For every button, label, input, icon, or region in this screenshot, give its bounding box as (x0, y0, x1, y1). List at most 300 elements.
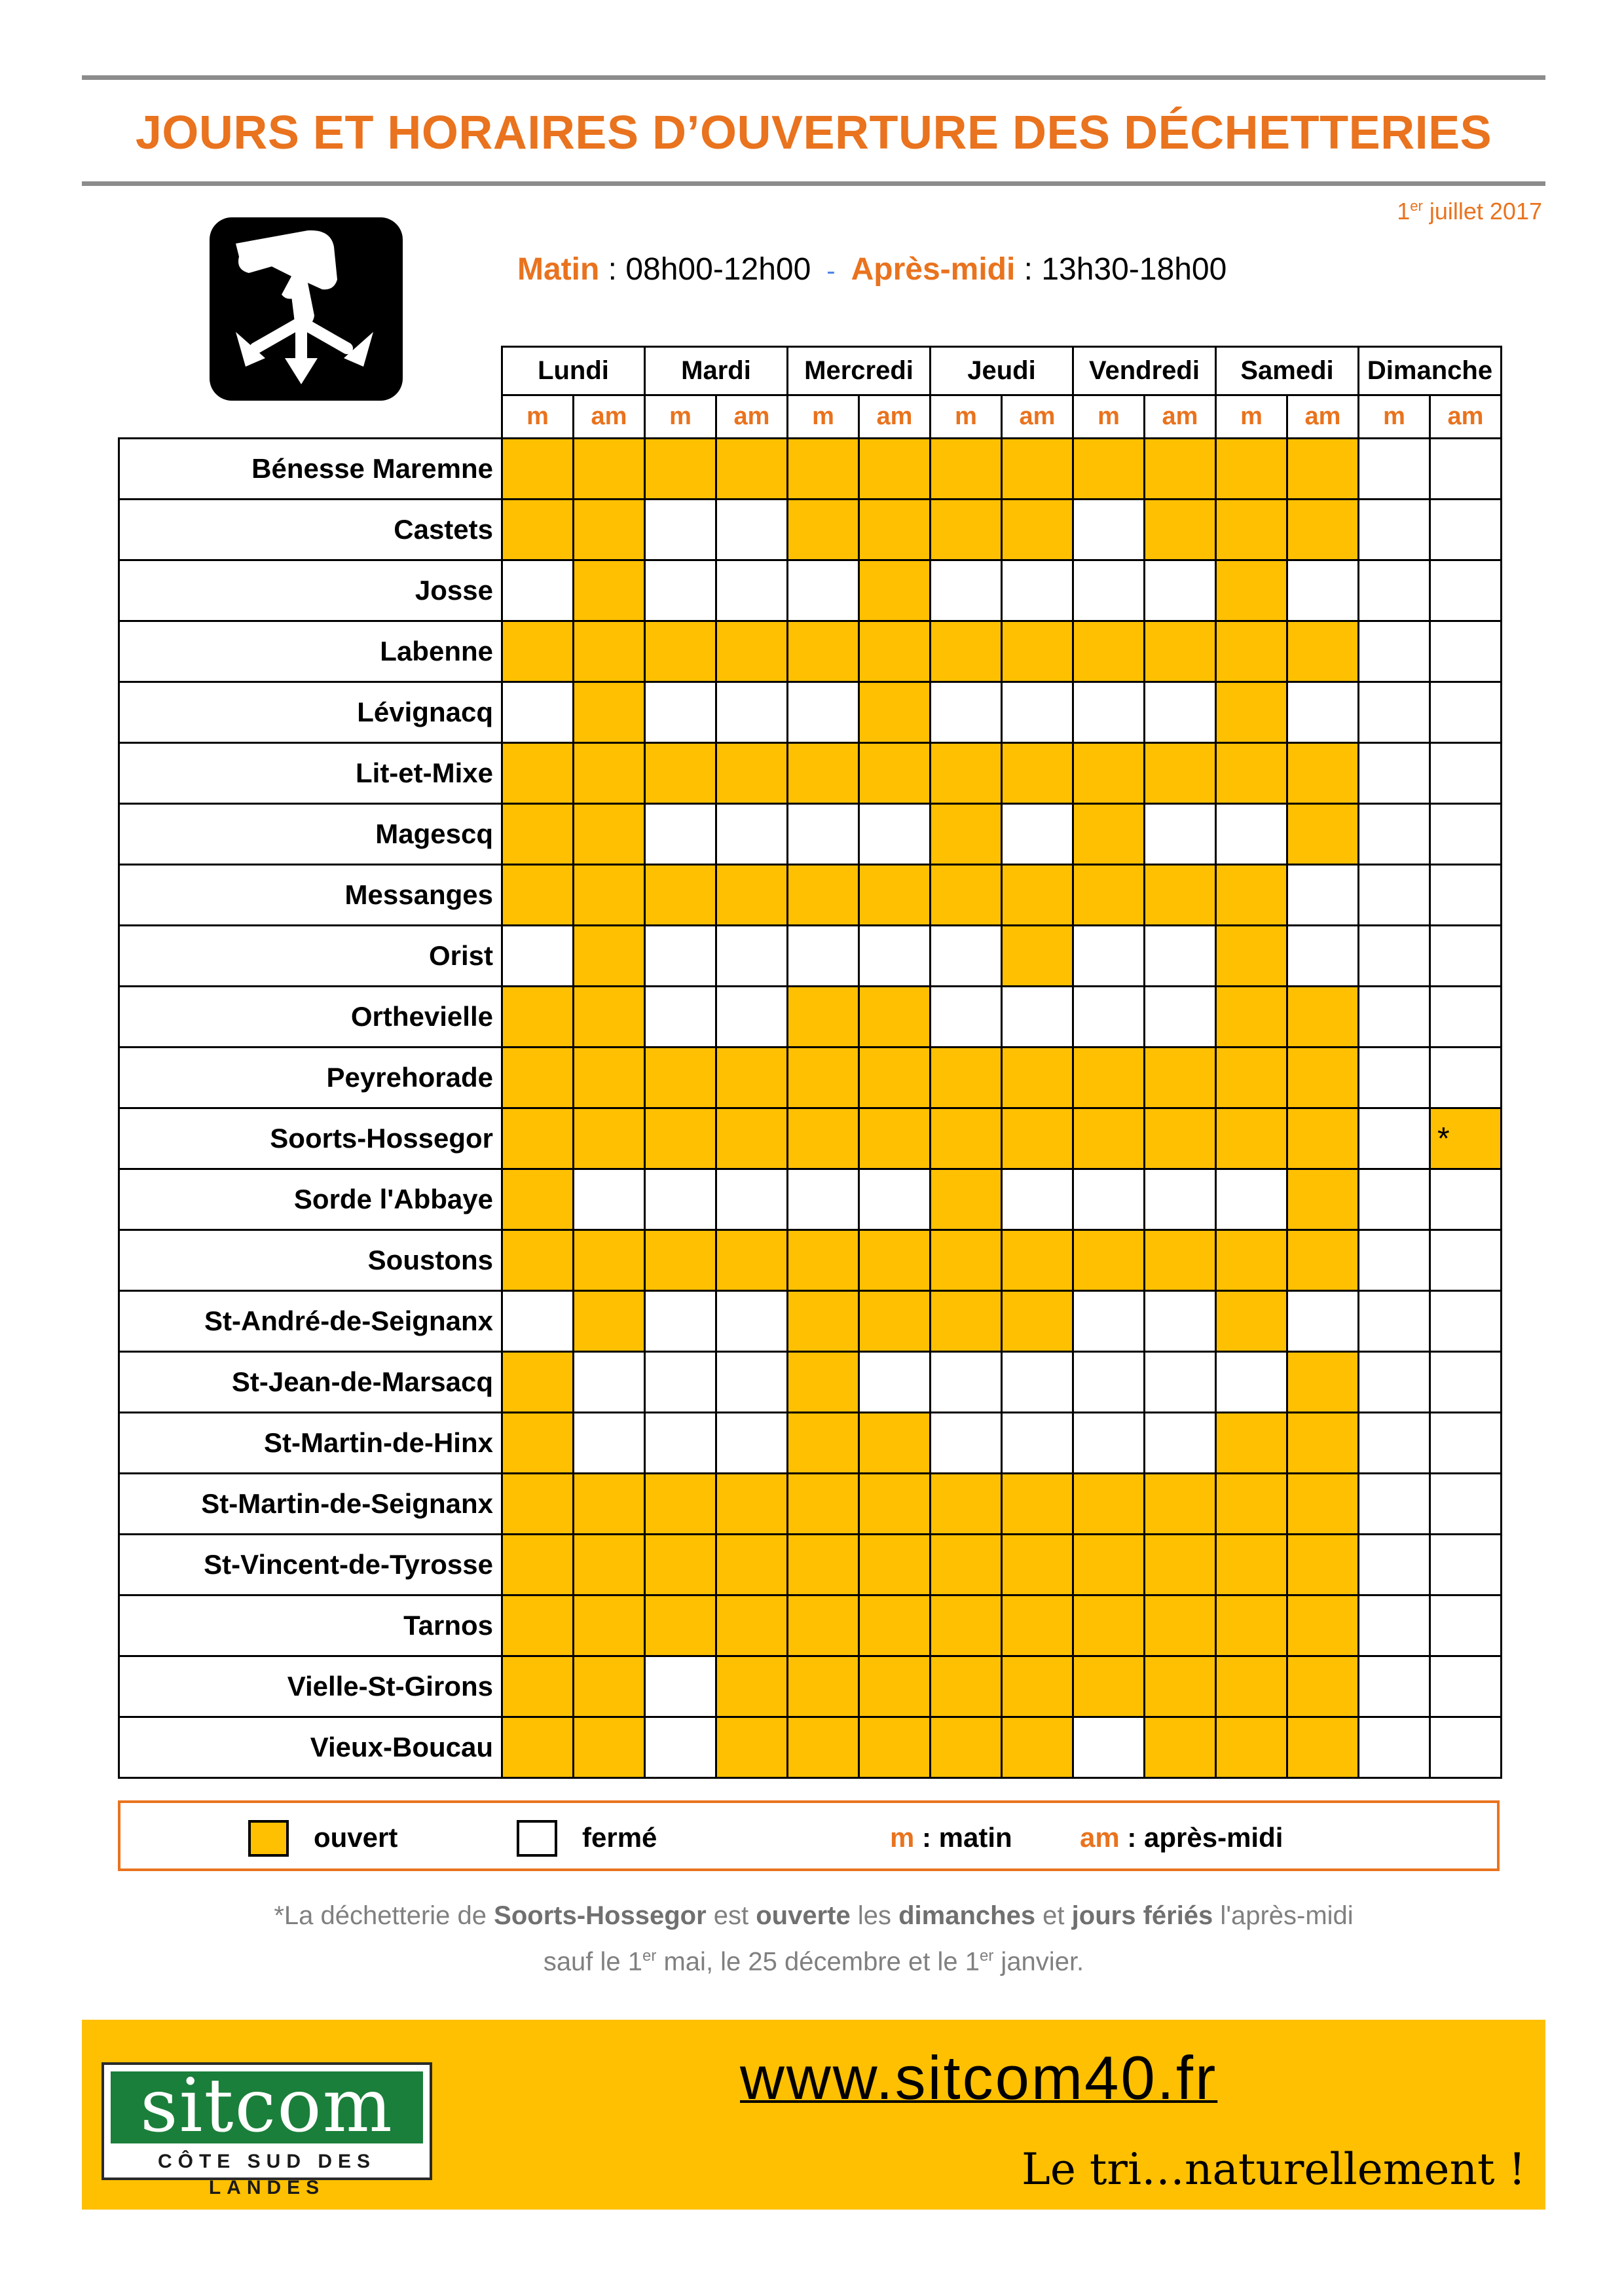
afternoon-hours: : 13h30-18h00 (1015, 252, 1227, 287)
slot-closed (716, 500, 788, 560)
slot-open (859, 1717, 931, 1778)
day-header: Mercredi (788, 347, 931, 395)
slot-open (1002, 865, 1073, 926)
slot-closed (1287, 1291, 1359, 1352)
slot-open (931, 1595, 1002, 1656)
town-name: Labenne (119, 621, 502, 682)
table-row (119, 1595, 1502, 1656)
slot-closed (574, 1169, 645, 1230)
slot-open (716, 1595, 788, 1656)
slot-closed (788, 926, 859, 987)
slot-closed (1145, 1291, 1216, 1352)
slot-open (716, 1474, 788, 1535)
slot-closed (1359, 682, 1430, 743)
table-row (119, 439, 1502, 500)
slot-open (931, 1474, 1002, 1535)
slot-open (716, 1717, 788, 1778)
table-row (119, 1474, 1502, 1535)
slot-open (1145, 865, 1216, 926)
slot-open (859, 865, 931, 926)
slot-open (1073, 865, 1145, 926)
slot-open (1002, 1535, 1073, 1595)
day-header: Lundi (502, 347, 645, 395)
slot-closed (1359, 621, 1430, 682)
slot-closed (1287, 926, 1359, 987)
slot-closed (645, 804, 716, 865)
town-name: Josse (119, 560, 502, 621)
slot-open (574, 743, 645, 804)
slot-open (574, 1535, 645, 1595)
slot-closed (1430, 804, 1502, 865)
slot-open (1073, 743, 1145, 804)
slot-header-afternoon: am (1145, 395, 1216, 439)
slot-open (931, 804, 1002, 865)
slot-open (502, 500, 574, 560)
slot-open (1145, 1535, 1216, 1595)
footnote-line-2: sauf le 1er mai, le 25 décembre et le 1er janvier. (543, 1947, 1084, 1977)
slot-closed (1359, 1656, 1430, 1717)
footnote-line-1: *La déchetterie de Soorts-Hossegor est ouverte les dimanches et jours fériés l'après-midi (274, 1901, 1354, 1930)
website-link[interactable]: www.sitcom40.fr (740, 2043, 1218, 2112)
slot-open (1430, 1108, 1502, 1169)
slot-open (1073, 439, 1145, 500)
slot-open (788, 743, 859, 804)
slot-open (1002, 926, 1073, 987)
town-name: St-Martin-de-Seignanx (119, 1474, 502, 1535)
page-title: JOURS ET HORAIRES D’OUVERTURE DES DÉCHETTERIES (135, 107, 1492, 159)
slot-open (1145, 1108, 1216, 1169)
town-name: Magescq (119, 804, 502, 865)
slot-closed (1073, 1291, 1145, 1352)
slot-header-row (119, 395, 1502, 439)
slot-open (645, 1595, 716, 1656)
slot-open (1287, 804, 1359, 865)
slot-open (788, 1656, 859, 1717)
slot-closed (1430, 926, 1502, 987)
slot-open (1145, 1474, 1216, 1535)
slot-open (645, 743, 716, 804)
slot-open (931, 1291, 1002, 1352)
slot-closed (1430, 987, 1502, 1048)
slot-closed (1002, 682, 1073, 743)
slot-open (1216, 1048, 1287, 1108)
slot-closed (1359, 1352, 1430, 1413)
slot-closed (502, 560, 574, 621)
slot-open (1287, 1595, 1359, 1656)
slot-open (645, 1474, 716, 1535)
slot-open (716, 1535, 788, 1595)
day-header: Samedi (1216, 347, 1359, 395)
slot-open (574, 987, 645, 1048)
slot-closed (1359, 1535, 1430, 1595)
town-name: Tarnos (119, 1595, 502, 1656)
slot-open (1216, 560, 1287, 621)
slot-open (931, 1230, 1002, 1291)
legend (118, 1800, 1500, 1871)
slot-header-afternoon: am (1002, 395, 1073, 439)
slot-open (931, 1656, 1002, 1717)
slot-header-afternoon: am (859, 395, 931, 439)
table-row (119, 560, 1502, 621)
slot-open (1073, 1656, 1145, 1717)
slot-open (859, 743, 931, 804)
slot-closed (1002, 987, 1073, 1048)
slot-header-afternoon: am (1287, 395, 1359, 439)
slot-open (1216, 1717, 1287, 1778)
slot-open (788, 1352, 859, 1413)
legend-open-swatch (248, 1820, 289, 1857)
slot-open (574, 1230, 645, 1291)
day-header: Vendredi (1073, 347, 1216, 395)
table-row (119, 500, 1502, 560)
slot-open (788, 439, 859, 500)
slot-open (1145, 439, 1216, 500)
slot-open (931, 1108, 1002, 1169)
header-blank (119, 395, 502, 439)
slot-closed (1287, 560, 1359, 621)
slot-open (1002, 1230, 1073, 1291)
table-row (119, 1535, 1502, 1595)
slot-closed (1359, 1048, 1430, 1108)
slot-open (1287, 1717, 1359, 1778)
slot-closed (788, 682, 859, 743)
legend-closed-swatch (517, 1820, 557, 1857)
slot-closed (788, 804, 859, 865)
slot-open (1002, 1108, 1073, 1169)
slot-open (1216, 439, 1287, 500)
opening-hours-line (517, 250, 1227, 289)
hours-separator: - (826, 257, 836, 285)
slot-closed (1359, 1230, 1430, 1291)
slot-closed (645, 560, 716, 621)
slot-closed (1430, 500, 1502, 560)
slot-open (859, 1474, 931, 1535)
slot-open (859, 500, 931, 560)
morning-hours: : 08h00-12h00 (599, 252, 811, 287)
slot-open (502, 987, 574, 1048)
town-name: Messanges (119, 865, 502, 926)
table-row (119, 926, 1502, 987)
footnote (82, 1895, 1545, 1982)
slot-open (645, 621, 716, 682)
slot-open (502, 621, 574, 682)
slot-closed (931, 926, 1002, 987)
slot-closed (1073, 1717, 1145, 1778)
slot-open (788, 1413, 859, 1474)
slot-open (1216, 1108, 1287, 1169)
slot-open (574, 804, 645, 865)
slot-open (1287, 439, 1359, 500)
slot-closed (716, 1169, 788, 1230)
slot-closed (716, 682, 788, 743)
town-name: Vieux-Boucau (119, 1717, 502, 1778)
slot-open (1145, 1230, 1216, 1291)
slot-open (859, 987, 931, 1048)
slot-closed (1359, 1291, 1430, 1352)
slot-open (716, 1230, 788, 1291)
slot-header-morning: m (1216, 395, 1287, 439)
slot-closed (574, 1352, 645, 1413)
slot-open (1287, 1535, 1359, 1595)
slot-closed (859, 804, 931, 865)
slot-header-afternoon: am (1430, 395, 1502, 439)
slot-open (574, 1108, 645, 1169)
slot-closed (716, 1352, 788, 1413)
slot-open (788, 1230, 859, 1291)
slot-open (1002, 500, 1073, 560)
slot-header-morning: m (788, 395, 859, 439)
slot-closed (1359, 500, 1430, 560)
slot-open (1216, 1413, 1287, 1474)
table-row (119, 1352, 1502, 1413)
slot-header-morning: m (931, 395, 1002, 439)
slot-closed (1430, 439, 1502, 500)
slot-open (1002, 1595, 1073, 1656)
slot-closed (1145, 926, 1216, 987)
slot-open (931, 439, 1002, 500)
town-name: Bénesse Maremne (119, 439, 502, 500)
slot-closed (1430, 621, 1502, 682)
slot-closed (1359, 804, 1430, 865)
slot-open (859, 1230, 931, 1291)
slot-closed (1359, 439, 1430, 500)
slot-closed (931, 560, 1002, 621)
slot-closed (931, 987, 1002, 1048)
town-name: Orist (119, 926, 502, 987)
morning-label: Matin (517, 252, 600, 287)
slot-closed (1216, 1352, 1287, 1413)
slot-closed (859, 1352, 931, 1413)
slot-open (502, 1413, 574, 1474)
slot-open (716, 1108, 788, 1169)
slot-open (502, 1108, 574, 1169)
top-rule (82, 75, 1545, 80)
town-name: Castets (119, 500, 502, 560)
slot-closed (1430, 1048, 1502, 1108)
slot-closed (1216, 1169, 1287, 1230)
slot-open (1073, 1048, 1145, 1108)
slot-closed (1073, 1413, 1145, 1474)
slot-open (788, 1474, 859, 1535)
slot-open (1216, 500, 1287, 560)
slot-closed (1430, 560, 1502, 621)
slot-open (859, 1291, 931, 1352)
slot-open (502, 743, 574, 804)
table-row (119, 1413, 1502, 1474)
slot-open (502, 1656, 574, 1717)
sitcom-logo (101, 2062, 432, 2198)
slot-header-morning: m (1073, 395, 1145, 439)
slot-open (1002, 1291, 1073, 1352)
town-name: Lévignacq (119, 682, 502, 743)
slot-open (1216, 743, 1287, 804)
slot-open (1073, 1230, 1145, 1291)
slot-open (859, 1413, 931, 1474)
slot-open (1287, 1474, 1359, 1535)
slot-open (502, 865, 574, 926)
slot-open (502, 1535, 574, 1595)
slot-open (1287, 500, 1359, 560)
slot-closed (1430, 1535, 1502, 1595)
slot-open (788, 1291, 859, 1352)
slot-open (1287, 1108, 1359, 1169)
slot-open (1216, 865, 1287, 926)
slot-closed (1430, 743, 1502, 804)
slot-open (1002, 621, 1073, 682)
slot-open (574, 1474, 645, 1535)
slot-closed (716, 926, 788, 987)
slot-open (859, 560, 931, 621)
slot-open (788, 1048, 859, 1108)
slot-closed (716, 804, 788, 865)
town-name: St-Vincent-de-Tyrosse (119, 1535, 502, 1595)
slot-closed (1073, 560, 1145, 621)
slot-closed (1145, 1413, 1216, 1474)
slot-open (1216, 682, 1287, 743)
town-name: Lit-et-Mixe (119, 743, 502, 804)
table-row (119, 1048, 1502, 1108)
slot-open (1073, 1595, 1145, 1656)
slot-closed (931, 1413, 1002, 1474)
town-name: Orthevielle (119, 987, 502, 1048)
slot-closed (1145, 560, 1216, 621)
slot-closed (859, 926, 931, 987)
slot-open (1216, 987, 1287, 1048)
slot-open (1002, 439, 1073, 500)
table-row (119, 1656, 1502, 1717)
slot-open (1216, 1595, 1287, 1656)
slot-closed (1359, 1169, 1430, 1230)
slot-open (502, 1717, 574, 1778)
slot-open (1216, 1230, 1287, 1291)
town-name: Soorts-Hossegor (119, 1108, 502, 1169)
slot-closed (1359, 1413, 1430, 1474)
slot-closed (1145, 804, 1216, 865)
slot-open (1145, 1656, 1216, 1717)
slot-open (574, 621, 645, 682)
slot-closed (574, 1413, 645, 1474)
day-header: Dimanche (1359, 347, 1502, 395)
slot-closed (1145, 1169, 1216, 1230)
footer-banner (82, 2020, 1545, 2210)
slot-open (1216, 1535, 1287, 1595)
slot-open (788, 865, 859, 926)
slogan: Le tri…naturellement ! (1022, 2144, 1526, 2195)
slot-open (788, 987, 859, 1048)
slot-closed (645, 1413, 716, 1474)
slot-open (1145, 743, 1216, 804)
slot-closed (1073, 1352, 1145, 1413)
slot-closed (645, 1169, 716, 1230)
publication-date: 1er juillet 2017 (1397, 198, 1542, 225)
slot-open (574, 1717, 645, 1778)
slot-open (1073, 621, 1145, 682)
slot-open (859, 1108, 931, 1169)
slot-open (716, 439, 788, 500)
slot-closed (1145, 987, 1216, 1048)
slot-open (1216, 926, 1287, 987)
slot-open (1073, 1535, 1145, 1595)
slot-open (931, 500, 1002, 560)
slot-open (1287, 1048, 1359, 1108)
slot-closed (716, 560, 788, 621)
slot-open (1216, 1474, 1287, 1535)
slot-open (645, 865, 716, 926)
slot-open (1287, 1656, 1359, 1717)
town-name: Vielle-St-Girons (119, 1656, 502, 1717)
slot-closed (1287, 682, 1359, 743)
slot-closed (1359, 743, 1430, 804)
slot-open (1002, 1656, 1073, 1717)
table-row (119, 621, 1502, 682)
slot-closed (1430, 1230, 1502, 1291)
slot-closed (1287, 865, 1359, 926)
slot-open (1002, 1717, 1073, 1778)
slot-closed (645, 1656, 716, 1717)
slot-closed (1359, 1717, 1430, 1778)
day-header: Jeudi (931, 347, 1073, 395)
sitcom-logo-name: sitcom (111, 2071, 423, 2143)
slot-closed (859, 1169, 931, 1230)
slot-open (788, 1535, 859, 1595)
slot-open (502, 1169, 574, 1230)
table-row (119, 1108, 1502, 1169)
slot-closed (1002, 1169, 1073, 1230)
day-header: Mardi (645, 347, 788, 395)
schedule-table (118, 346, 1502, 1779)
slot-header-morning: m (502, 395, 574, 439)
slot-closed (1359, 987, 1430, 1048)
slot-open (931, 1717, 1002, 1778)
slot-open (645, 1535, 716, 1595)
slot-open (859, 1656, 931, 1717)
slot-open (931, 1048, 1002, 1108)
slot-open (1145, 1048, 1216, 1108)
slot-open (859, 1535, 931, 1595)
slot-closed (1430, 1291, 1502, 1352)
slot-open (1216, 1291, 1287, 1352)
town-name: Soustons (119, 1230, 502, 1291)
slot-closed (645, 1717, 716, 1778)
slot-open (1287, 621, 1359, 682)
slot-closed (502, 1291, 574, 1352)
slot-closed (1073, 987, 1145, 1048)
slot-closed (1073, 682, 1145, 743)
table-row (119, 682, 1502, 743)
slot-open (1287, 743, 1359, 804)
town-name: Peyrehorade (119, 1048, 502, 1108)
slot-open (574, 865, 645, 926)
slot-open (1073, 1474, 1145, 1535)
slot-open (931, 743, 1002, 804)
slot-open (1002, 743, 1073, 804)
slot-closed (1359, 1474, 1430, 1535)
slot-open (1145, 1717, 1216, 1778)
slot-closed (788, 1169, 859, 1230)
slot-closed (1216, 804, 1287, 865)
slot-open (645, 1230, 716, 1291)
slot-open (502, 1352, 574, 1413)
slot-open (1287, 1413, 1359, 1474)
slot-open (1287, 1169, 1359, 1230)
slot-closed (1430, 1474, 1502, 1535)
slot-closed (645, 987, 716, 1048)
slot-open (574, 560, 645, 621)
slot-closed (1430, 1595, 1502, 1656)
table-row (119, 743, 1502, 804)
slot-closed (1145, 682, 1216, 743)
slot-closed (1073, 1169, 1145, 1230)
